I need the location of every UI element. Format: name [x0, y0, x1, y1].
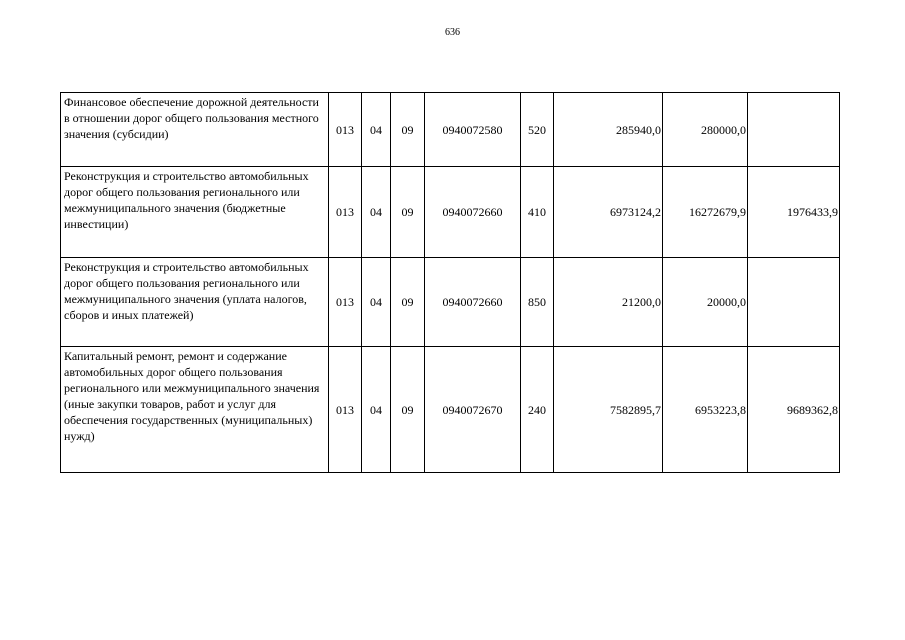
target-article-code: 0940072580: [425, 93, 521, 167]
ministry-code: 013: [329, 347, 362, 473]
row-description: Капитальный ремонт, ремонт и содержание автомобильных дорог общего пользования регионального или межмуниципального значения (иные закупки товаров, работ и услуг для обеспечения государственных (муниципальных) нужд): [61, 347, 329, 473]
expense-type-code: 240: [521, 347, 554, 473]
target-article-code: 0940072670: [425, 347, 521, 473]
page-number: 636: [445, 27, 460, 38]
target-article-code: 0940072660: [425, 167, 521, 258]
subsection-code: 09: [391, 167, 425, 258]
section-code: 04: [362, 93, 391, 167]
amount-1: 285940,0: [554, 93, 663, 167]
section-code: 04: [362, 258, 391, 347]
amount-1: 21200,0: [554, 258, 663, 347]
ministry-code: 013: [329, 93, 362, 167]
expense-type-code: 850: [521, 258, 554, 347]
table-row: [61, 258, 840, 347]
amount-2: 16272679,9: [663, 167, 748, 258]
amount-2: 280000,0: [663, 93, 748, 167]
amount-1: 6973124,2: [554, 167, 663, 258]
budget-table: [60, 92, 840, 473]
amount-3: 1976433,9: [748, 167, 840, 258]
table-row: [61, 93, 840, 167]
row-description: Реконструкция и строительство автомобильных дорог общего пользования регионального или межмуниципального значения (бюджетные инвестиции): [61, 167, 329, 258]
section-code: 04: [362, 167, 391, 258]
row-description: Реконструкция и строительство автомобильных дорог общего пользования регионального или межмуниципального значения (уплата налогов, сборов и иных платежей): [61, 258, 329, 347]
ministry-code: 013: [329, 167, 362, 258]
amount-3: [748, 93, 840, 167]
amount-3: [748, 258, 840, 347]
subsection-code: 09: [391, 258, 425, 347]
target-article-code: 0940072660: [425, 258, 521, 347]
subsection-code: 09: [391, 347, 425, 473]
table-row: [61, 347, 840, 473]
amount-2: 20000,0: [663, 258, 748, 347]
table-row: [61, 167, 840, 258]
row-description: Финансовое обеспечение дорожной деятельности в отношении дорог общего пользования местного значения (субсидии): [61, 93, 329, 167]
section-code: 04: [362, 347, 391, 473]
subsection-code: 09: [391, 93, 425, 167]
amount-3: 9689362,8: [748, 347, 840, 473]
ministry-code: 013: [329, 258, 362, 347]
expense-type-code: 520: [521, 93, 554, 167]
amount-2: 6953223,8: [663, 347, 748, 473]
amount-1: 7582895,7: [554, 347, 663, 473]
expense-type-code: 410: [521, 167, 554, 258]
